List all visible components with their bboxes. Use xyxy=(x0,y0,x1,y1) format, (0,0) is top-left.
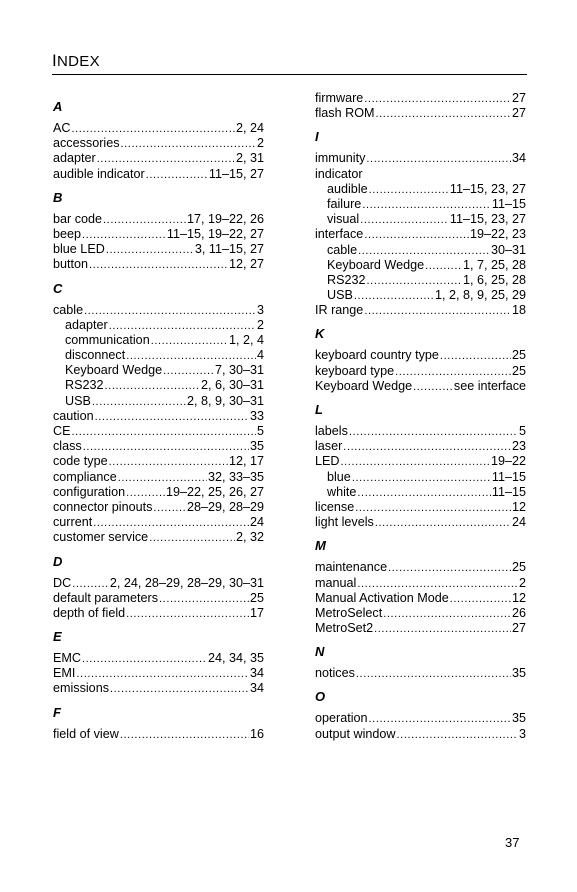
index-page-refs: 23 xyxy=(511,439,526,454)
index-term: firmware xyxy=(315,91,364,105)
dot-leader xyxy=(72,577,109,591)
index-term: LED xyxy=(315,454,340,469)
index-subentry xyxy=(315,485,526,500)
index-entry xyxy=(315,364,526,379)
index-term: output window xyxy=(315,726,396,741)
dot-leader xyxy=(360,213,449,227)
index-page-refs: 35 xyxy=(249,439,264,454)
index-page-refs: 27 xyxy=(511,106,526,121)
index-entry xyxy=(315,727,526,742)
page-number: 37 xyxy=(505,835,520,850)
dot-leader xyxy=(121,137,256,151)
index-section-letter: K xyxy=(315,326,325,342)
index-page-refs: 2 xyxy=(256,317,264,332)
index-entry xyxy=(315,379,526,394)
index-term: AC xyxy=(53,121,71,135)
index-term: adapter xyxy=(65,317,108,332)
index-page-refs: 7, 30–31 xyxy=(214,363,264,378)
index-page-refs: 30–31 xyxy=(490,242,526,257)
index-entry xyxy=(315,666,526,681)
index-entry xyxy=(315,348,526,363)
index-entry xyxy=(53,121,264,136)
dot-leader xyxy=(97,152,235,166)
index-entry xyxy=(53,303,264,318)
index-term: labels xyxy=(315,424,348,438)
index-page-refs: 1, 6, 25, 28 xyxy=(462,272,526,287)
dot-leader xyxy=(126,349,256,363)
index-subentry xyxy=(53,333,264,348)
index-term: Keyboard Wedge xyxy=(315,378,413,393)
index-page-refs: 16 xyxy=(249,726,264,741)
index-page-refs: 2, 6, 30–31 xyxy=(200,378,264,393)
page-title-rest: NDEX xyxy=(57,53,100,70)
index-page-refs: 1, 7, 25, 28 xyxy=(462,257,526,272)
dot-leader xyxy=(367,274,462,288)
index-page-refs: 11–15, 23, 27 xyxy=(449,181,526,196)
index-page-refs: 35 xyxy=(511,711,526,726)
dot-leader xyxy=(369,712,511,726)
index-page-refs: 1, 2, 8, 9, 25, 29 xyxy=(434,288,526,303)
index-page-refs: 12 xyxy=(511,499,526,514)
index-entry xyxy=(315,106,526,121)
dot-leader xyxy=(395,365,511,379)
index-entry xyxy=(315,227,526,242)
index-term: default parameters xyxy=(53,590,159,605)
dot-leader xyxy=(126,486,165,500)
index-page-refs: 2 xyxy=(518,575,526,590)
index-page-refs: 19–22, 25, 26, 27 xyxy=(165,484,264,499)
index-page-refs: 19–22, 23 xyxy=(469,227,526,242)
index-term: RS232 xyxy=(65,378,104,393)
index-section-letter: O xyxy=(315,689,326,705)
dot-leader xyxy=(440,349,511,363)
index-section-letter: E xyxy=(53,629,62,645)
index-entry xyxy=(53,727,264,742)
dot-leader xyxy=(92,395,186,409)
index-entry xyxy=(53,167,264,182)
index-term: interface xyxy=(315,227,364,242)
index-term: IR range xyxy=(315,303,364,318)
index-subentry xyxy=(53,318,264,333)
dot-leader xyxy=(151,334,228,348)
index-term: Manual Activation Mode xyxy=(315,590,449,605)
index-page-refs: 34 xyxy=(249,681,264,696)
index-section-letter: A xyxy=(53,99,63,114)
index-section-letter: L xyxy=(315,402,323,417)
index-entry xyxy=(315,167,526,182)
index-entry xyxy=(53,606,264,621)
index-page-refs: 24, 34, 35 xyxy=(207,651,264,666)
index-page-refs: 5 xyxy=(256,424,264,438)
index-page-refs: 11–15 xyxy=(491,196,526,211)
page-title xyxy=(52,51,100,71)
index-term: Keyboard Wedge xyxy=(327,257,425,272)
dot-leader xyxy=(106,243,194,257)
dot-leader xyxy=(425,259,462,273)
index-entry xyxy=(53,681,264,696)
index-page-refs: 1, 2, 4 xyxy=(228,332,264,347)
index-page-refs: 25 xyxy=(511,363,526,378)
index-entry xyxy=(315,91,526,106)
index-term: failure xyxy=(327,196,362,211)
index-page-refs: 11–15 xyxy=(491,484,526,499)
index-page-refs: 25 xyxy=(249,590,264,605)
index-entry xyxy=(315,606,526,621)
index-term: maintenance xyxy=(315,560,388,575)
dot-leader xyxy=(357,486,491,500)
index-term: emissions xyxy=(53,681,109,696)
index-page-refs: 2, 31 xyxy=(235,151,264,166)
index-subentry xyxy=(315,182,526,197)
dot-leader xyxy=(343,440,511,454)
index-entry xyxy=(53,666,264,681)
index-page-refs: 33 xyxy=(249,408,264,423)
index-entry xyxy=(53,151,264,166)
dot-leader xyxy=(163,364,214,378)
index-term: EMC xyxy=(53,651,81,666)
dot-leader xyxy=(72,425,256,439)
index-page-refs: 3 xyxy=(256,302,264,317)
index-term: disconnect xyxy=(65,348,126,363)
index-page-refs: 28–29, 28–29 xyxy=(186,499,264,514)
index-term: USB xyxy=(65,393,91,408)
index-term: current xyxy=(53,515,93,530)
index-page-refs: 25 xyxy=(511,560,526,575)
index-section-letter: B xyxy=(53,189,63,205)
dot-leader xyxy=(110,682,249,696)
index-term: operation xyxy=(315,711,368,726)
index-section-letter: I xyxy=(315,129,319,145)
dot-leader xyxy=(374,622,511,636)
index-page-refs: 26 xyxy=(511,605,526,620)
index-page-refs: 17 xyxy=(249,605,264,620)
index-page-refs: 34 xyxy=(511,151,526,166)
index-term: compliance xyxy=(53,469,117,484)
index-term: blue xyxy=(327,469,351,484)
index-page-refs: 12, 17 xyxy=(228,454,264,469)
index-entry xyxy=(315,560,526,575)
dot-leader xyxy=(375,516,511,530)
index-subentry xyxy=(53,348,264,363)
dot-leader xyxy=(362,198,491,212)
index-section-letter: F xyxy=(53,704,61,720)
index-term: depth of field xyxy=(53,605,126,620)
index-page-refs: see interface xyxy=(453,378,526,393)
index-term: code type xyxy=(53,454,108,469)
dot-leader xyxy=(364,228,469,242)
index-page-refs: 11–15 xyxy=(491,469,526,484)
index-subentry xyxy=(315,243,526,258)
index-entry xyxy=(315,439,526,454)
index-entry xyxy=(53,500,264,515)
index-page-refs: 25 xyxy=(511,348,526,363)
index-page-refs: 19–22 xyxy=(490,454,526,469)
dot-leader xyxy=(109,319,256,333)
index-subentry xyxy=(53,378,264,393)
index-entry xyxy=(53,257,264,272)
dot-leader xyxy=(450,592,511,606)
index-term: flash ROM xyxy=(315,106,375,121)
index-term: EMI xyxy=(53,666,76,681)
index-term: configuration xyxy=(53,484,126,499)
index-entry xyxy=(53,242,264,257)
index-entry xyxy=(53,212,264,227)
dot-leader xyxy=(103,213,186,227)
index-section-letter: M xyxy=(315,538,326,554)
index-term: manual xyxy=(315,575,357,590)
index-page-refs: 24 xyxy=(249,515,264,530)
index-entry xyxy=(315,424,526,439)
index-term: audible indicator xyxy=(53,166,145,181)
index-entry xyxy=(315,515,526,530)
dot-leader xyxy=(355,501,511,515)
index-page-refs: 12 xyxy=(511,590,526,605)
index-page-refs: 12, 27 xyxy=(228,257,264,272)
index-subentry xyxy=(315,470,526,485)
index-term: license xyxy=(315,499,355,514)
index-term: indicator xyxy=(315,166,363,181)
index-left-column xyxy=(53,97,264,742)
index-term: MetroSelect xyxy=(315,605,383,620)
dot-leader xyxy=(105,379,200,393)
index-term: beep xyxy=(53,226,82,241)
index-section-letter: N xyxy=(315,644,325,660)
index-entry xyxy=(53,515,264,530)
index-entry xyxy=(53,409,264,424)
dot-leader xyxy=(93,516,249,530)
index-entry xyxy=(53,591,264,606)
index-page-refs: 35 xyxy=(511,666,526,681)
index-page-refs: 34 xyxy=(249,666,264,681)
index-term: notices xyxy=(315,666,355,681)
index-term: button xyxy=(53,257,89,272)
dot-leader xyxy=(95,410,249,424)
dot-leader xyxy=(89,258,228,272)
index-entry xyxy=(315,711,526,726)
index-term: laser xyxy=(315,439,343,454)
index-term: bar code xyxy=(53,211,103,226)
index-page-refs: 27 xyxy=(511,91,526,105)
index-term: keyboard country type xyxy=(315,348,439,363)
index-term: USB xyxy=(327,288,353,303)
index-subentry xyxy=(53,363,264,378)
index-subentry xyxy=(315,212,526,227)
index-term: class xyxy=(53,439,82,454)
dot-leader xyxy=(375,107,511,121)
dot-leader xyxy=(72,122,235,136)
index-entry xyxy=(53,651,264,666)
index-term: immunity xyxy=(315,151,366,166)
dot-leader xyxy=(413,380,453,394)
index-subentry xyxy=(315,288,526,303)
dot-leader xyxy=(153,501,186,515)
index-term: customer service xyxy=(53,530,149,545)
index-page-refs: 27 xyxy=(511,621,526,636)
index-term: communication xyxy=(65,332,150,347)
index-entry xyxy=(315,454,526,469)
index-page-refs: 24 xyxy=(511,515,526,530)
index-entry xyxy=(53,454,264,469)
index-term: light levels xyxy=(315,515,374,530)
index-entry xyxy=(53,136,264,151)
index-term: white xyxy=(327,484,357,499)
index-entry xyxy=(315,576,526,591)
dot-leader xyxy=(83,440,249,454)
dot-leader xyxy=(366,152,511,166)
index-term: adapter xyxy=(53,151,96,166)
index-entry xyxy=(53,227,264,242)
index-entry xyxy=(315,151,526,166)
index-term: CE xyxy=(53,424,71,438)
index-subentry xyxy=(53,394,264,409)
dot-leader xyxy=(120,728,249,742)
index-term: audible xyxy=(327,181,368,196)
index-entry xyxy=(315,500,526,515)
index-term: field of view xyxy=(53,726,119,741)
dot-leader xyxy=(82,652,207,666)
index-entry xyxy=(53,470,264,485)
dot-leader xyxy=(364,304,511,318)
index-term: cable xyxy=(53,302,84,317)
dot-leader xyxy=(109,455,228,469)
dot-leader xyxy=(349,425,518,439)
page-title-initial: I xyxy=(52,51,58,70)
index-entry xyxy=(53,576,264,591)
index-subentry xyxy=(315,197,526,212)
dot-leader xyxy=(159,592,249,606)
index-page-refs: 2, 24 xyxy=(235,121,264,135)
dot-leader xyxy=(149,531,235,545)
index-term: DC xyxy=(53,575,72,590)
dot-leader xyxy=(82,228,166,242)
dot-leader xyxy=(126,607,249,621)
index-page-refs: 5 xyxy=(518,424,526,438)
index-term: keyboard type xyxy=(315,363,395,378)
dot-leader xyxy=(388,561,511,575)
dot-leader xyxy=(76,667,249,681)
dot-leader xyxy=(358,244,490,258)
index-page-refs: 2, 24, 28–29, 28–29, 30–31 xyxy=(109,575,264,590)
index-term: blue LED xyxy=(53,242,105,257)
index-page-refs: 11–15, 27 xyxy=(208,166,264,181)
dot-leader xyxy=(354,289,434,303)
dot-leader xyxy=(356,667,511,681)
index-entry xyxy=(53,439,264,454)
index-section-letter: D xyxy=(53,553,63,569)
index-page-refs: 11–15, 23, 27 xyxy=(449,212,526,227)
dot-leader xyxy=(118,471,207,485)
index-page-refs: 3 xyxy=(518,726,526,741)
index-term: connector pinouts xyxy=(53,499,153,514)
index-page-refs: 17, 19–22, 26 xyxy=(186,211,264,226)
index-page-refs: 2, 32 xyxy=(235,530,264,545)
index-subentry xyxy=(315,273,526,288)
index-term: cable xyxy=(327,242,358,257)
index-page-refs: 2, 8, 9, 30–31 xyxy=(186,393,264,408)
dot-leader xyxy=(364,92,511,106)
dot-leader xyxy=(84,304,256,318)
index-page-refs: 2 xyxy=(256,136,264,151)
index-section-letter: C xyxy=(53,280,63,296)
dot-leader xyxy=(397,728,518,742)
index-entry xyxy=(315,303,526,318)
dot-leader xyxy=(352,471,491,485)
index-subentry xyxy=(315,258,526,273)
index-entry xyxy=(315,621,526,636)
index-term: Keyboard Wedge xyxy=(65,363,163,378)
dot-leader xyxy=(146,168,208,182)
index-term: caution xyxy=(53,408,94,423)
index-page-refs: 3, 11–15, 27 xyxy=(194,242,264,257)
index-entry xyxy=(53,485,264,500)
index-entry xyxy=(315,591,526,606)
index-term: visual xyxy=(327,212,360,227)
index-term: accessories xyxy=(53,136,120,151)
dot-leader xyxy=(341,455,490,469)
index-page-refs: 11–15, 19–22, 27 xyxy=(166,226,264,241)
dot-leader xyxy=(383,607,511,621)
index-page-refs: 18 xyxy=(511,303,526,318)
page-header xyxy=(52,52,527,75)
index-term: MetroSet2 xyxy=(315,621,374,636)
index-term: RS232 xyxy=(327,272,366,287)
index-right-column xyxy=(315,91,526,742)
index-entry xyxy=(53,424,264,439)
index-page-refs: 32, 33–35 xyxy=(207,469,264,484)
dot-leader xyxy=(369,183,449,197)
dot-leader xyxy=(357,577,518,591)
index-entry xyxy=(53,530,264,545)
index-page-refs: 4 xyxy=(256,348,264,363)
